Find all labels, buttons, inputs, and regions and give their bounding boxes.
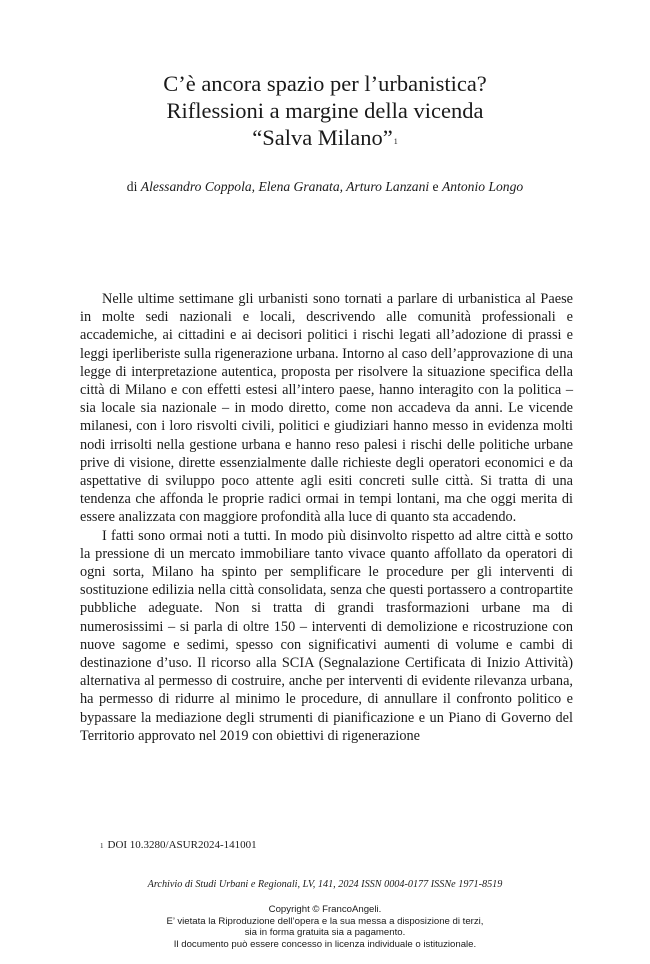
title-line-3-text: “Salva Milano”	[252, 125, 393, 150]
author-byline	[0, 178, 650, 196]
body-paragraph-1: Nelle ultime settimane gli urbanisti sono tornati a parlare di urbanistica al Paese in molte sedi nazionali e locali, descrivendo alle comunità professionali e accademiche, ai cittadini e ai decisori politici i rischi legati all’adozione di prassi e leggi iperliberiste sulla rigenerazione urbana. Intorno al caso dell’approvazione di una legge di interpretazione autentica, proposta per risolvere la situazione specifica della città di Milano e con effetti estesi all’intero paese, hanno interagito con la politica – sia locale sia nazionale – in modo diretto, come non accadeva da anni. Le vicende milanesi, con i loro risvolti civili, politici e giudiziari hanno messo in evidenza molti nodi irrisolti nella gestione urbana e hanno reso palesi i rischi delle politiche urbane prive di visione, dirette essenzialmente dalle richieste degli operatori economici e da aspettative di sviluppo poco attente agli esiti concreti sulle città. Si tratta di una tendenza che affonda le proprie radici ormai in tempi lontani, ma che oggi merita di essere analizzata con maggiore profondità alla luce di quanto sta accadendo.	[80, 291, 573, 526]
body-paragraph-2: I fatti sono ormai noti a tutti. In modo più disinvolto rispetto ad altre città e sotto la pressione di un mercato immobiliare tanto vivace quanto affollato da operatori di ogni sorta, Milano ha spinto per semplificare le procedure per gli interventi di sostituzione edilizia nella città consolidata, senza che questi portassero a contropartite pubbliche adeguate. Non si tratta di grandi trasformazioni urbane ma di numerosissimi – si parla di oltre 150 – interventi di demolizione e ricostruzione con nuove sagome e sedimi, spesso con significativi aumenti di volume e cambi di destinazione d’uso. Il ricorso alla SCIA (Segnalazione Certificata di Inizio Attività) alternativa al permesso di costruire, anche per interventi di evidente rilevanza urbana, ha permesso di ridurre al minimo le procedure, di annullare il confronto politico e bypassare la mediazione degli strumenti di pianificazione e un Piano di Governo del Territorio approvato nel 2019 con obiettivi di rigenerazione	[80, 527, 573, 744]
byline-authors-b: Antonio Longo	[442, 179, 524, 194]
byline-prefix: di	[126, 179, 141, 194]
copyright-line-3: sia in forma gratuita sia a pagamento.	[244, 927, 406, 938]
title-line-1: C’è ancora spazio per l’urbanistica?	[163, 71, 487, 96]
copyright-line-4: Il documento può essere concesso in licenza individuale o istituzionale.	[173, 938, 477, 950]
title-line-3	[0, 124, 650, 151]
article-title	[0, 70, 650, 151]
footnote-text: DOI 10.3280/ASUR2024-141001	[107, 839, 257, 851]
journal-reference: Archivio di Studi Urbani e Regionali, LV, 141, 2024 ISSN 0004-0177 ISSNe 1971-8519	[147, 879, 503, 890]
copyright-notice	[0, 904, 650, 950]
footnote	[100, 838, 257, 852]
byline-conjunction: e	[429, 179, 442, 194]
article-body	[80, 290, 573, 745]
copyright-line-1: Copyright © FrancoAngeli.	[268, 904, 382, 915]
byline-authors-a: Alessandro Coppola, Elena Granata, Arturo Lanzani	[140, 179, 430, 194]
title-line-2: Riflessioni a margine della vicenda	[166, 98, 484, 123]
footnote-mark: 1	[100, 842, 104, 850]
title-footnote-mark[interactable]: 1	[393, 137, 398, 146]
copyright-line-2: E’ vietata la Riproduzione dell’opera e la sua messa a disposizione di terzi,	[166, 915, 484, 927]
